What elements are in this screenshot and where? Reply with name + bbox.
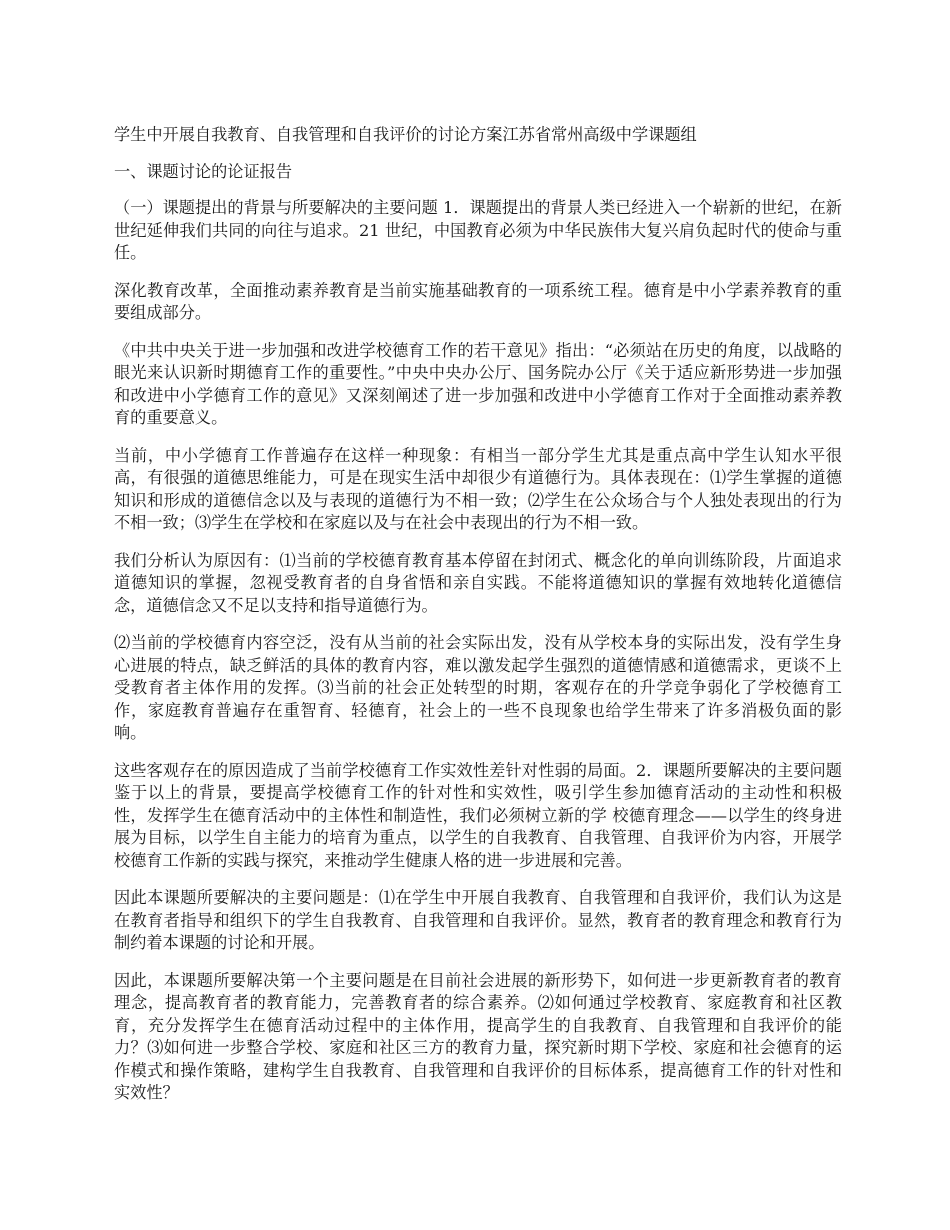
paragraph: （一）课题提出的背景与所要解决的主要问题 1．课题提出的背景人类已经进入一个崭新的世纪，在新世纪延伸我们共同的向往与追求。21 世纪，中国教育必须为中华民族伟大复兴肩负起时代的使命与重任。	[114, 198, 842, 262]
section-heading: 一、课题讨论的论证报告	[114, 161, 293, 181]
paragraph: 深化教育改革，全面推动素养教育是当前实施基础教育的一项系统工程。德育是中小学素养教育的重要组成部分。	[114, 280, 842, 322]
document-page	[114, 124, 842, 1120]
paragraph: 当前，中小学德育工作普遍存在这样一种现象：有相当一部分学生尤其是重点高中学生认知水平很高，有很强的道德思维能力，可是在现实生活中却很少有道德行为。具体表现在：⑴学生掌握的道德知识和形成的道德信念以及与表现的道德行为不相一致；⑵学生在公众场合与个人独处表现出的行为不相一致；⑶学生在学校和在家庭以及与在社会中表现出的行为不相一致。	[114, 445, 842, 532]
paragraph: 因此，本课题所要解决第一个主要问题是在目前社会进展的新形势下，如何进一步更新教育者的教育理念，提高教育者的教育能力，完善教育者的综合素养。⑵如何通过学校教育、家庭教育和社区教育，充分发挥学生在德育活动过程中的主体作用，提高学生的自我教育、自我管理和自我评价的能力？⑶如何进一步整合学校、家庭和社区三方的教育力量，探究新时期下学校、家庭和社会德育的运作模式和操作策略，建构学生自我教育、自我管理和自我评价的目标体系，提高德育工作的针对性和实效性？	[114, 970, 842, 1102]
paragraph: 这些客观存在的原因造成了当前学校德育工作实效性差针对性弱的局面。2．课题所要解决的主要问题鉴于以上的背景，要提高学校德育工作的针对性和实效性，吸引学生参加德育活动的主动性和积极性，发挥学生在德育活动中的主体性和制造性，我们必须树立新的学 校德育理念——以学生的终身进展为目标，以学生自主能力的培育为重点，以学生的自我教育、自我管理、自我评价为内容，开展学校德育工作新的实践与探究，来推动学生健康人格的进一步进展和完善。	[114, 760, 842, 870]
paragraph: 《中共中央关于进一步加强和改进学校德育工作的若干意见》指出：“必须站在历史的角度，以战略的眼光来认识新时期德育工作的重要性。”中央中央办公厅、国务院办公厅《关于适应新形势进一步加强和改进中小学德育工作的意见》又深刻阐述了进一步加强和改进中小学德育工作对于全面推动素养教育的重要意义。	[114, 340, 842, 427]
paragraph: ⑵当前的学校德育内容空泛，没有从当前的社会实际出发，没有从学校本身的实际出发，没有学生身心进展的特点，缺乏鲜活的具体的教育内容，难以激发起学生强烈的道德情感和道德需求，更谈不上受教育者主体作用的发挥。⑶当前的社会正处转型的时期，客观存在的升学竞争弱化了学校德育工作，家庭教育普遍存在重智育、轻德育，社会上的一些不良现象也给学生带来了许多消极负面的影响。	[114, 633, 842, 742]
paragraph: 因此本课题所要解决的主要问题是：⑴在学生中开展自我教育、自我管理和自我评价，我们认为这是在教育者指导和组织下的学生自我教育、自我管理和自我评价。显然，教育者的教育理念和教育行为制约着本课题的讨论和开展。	[114, 888, 842, 952]
document-title: 学生中开展自我教育、自我管理和自我评价的讨论方案江苏省常州高级中学课题组	[114, 125, 697, 144]
paragraph: 我们分析认为原因有：⑴当前的学校德育教育基本停留在封闭式、概念化的单向训练阶段，片面追求道德知识的掌握，忽视受教育者的自身省悟和亲自实践。不能将道德知识的掌握有效地转化道德信念，道德信念又不足以支持和指导道德行为。	[114, 550, 842, 615]
